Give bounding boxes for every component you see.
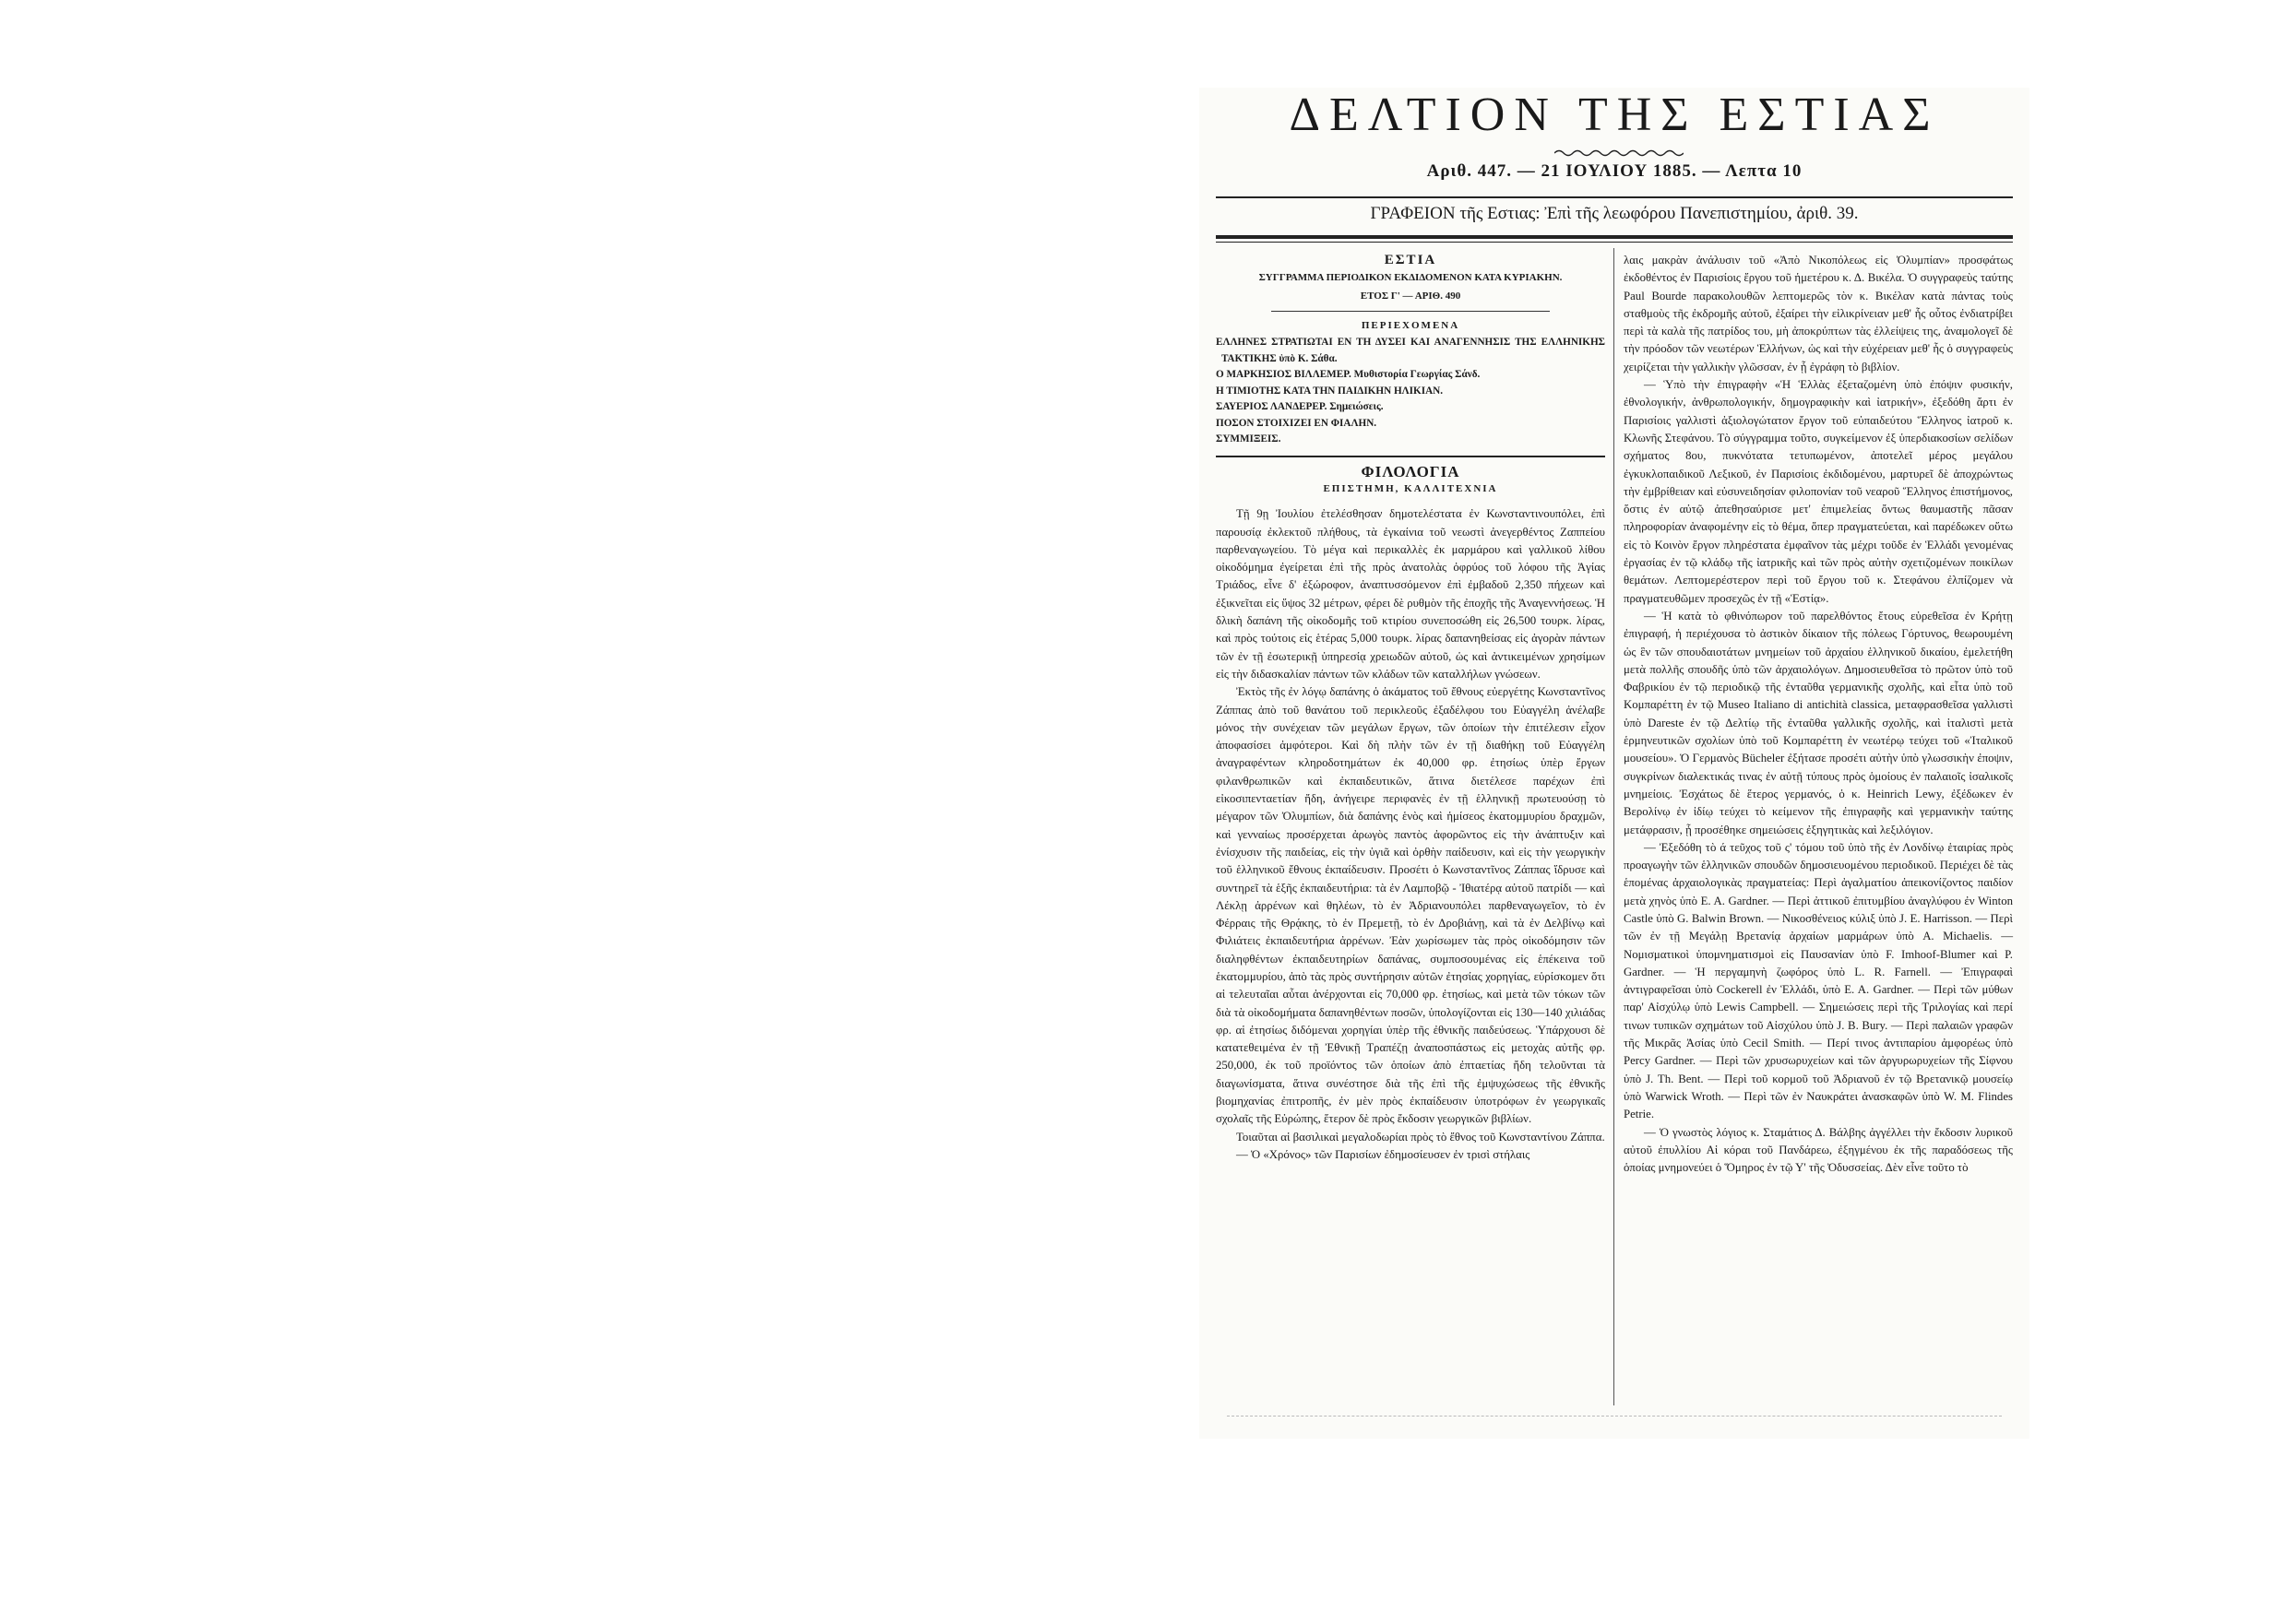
article-paragraph: Ἐκτὸς τῆς ἐν λόγῳ δαπάνης ὁ ἀκάματος τοῦ ἔθνους εὐεργέτης Κωνσταντῖνος Ζάππας ἀπὸ τοῦ θανάτου τοῦ περικλεοῦς ἐξαδέλφου του Εὐαγγέλη ἀνέλαβε μόνος τὴν συνέχειαν τῶν μεγάλων ἔργων, τῶν ὁποίων τὴν ἐπιτέλεσιν εἶχον ἀποφασίσει ἀμφότεροι. Καὶ δὴ πλὴν τῶν ἐν τῇ διαθήκῃ τοῦ Εὐαγγέλη ἀναγραφέντων κληροδοτημάτων ἐκ 40,000 φρ. ἐτησίως ὑπὲρ ἔργων φιλανθρωπικῶν καὶ ἐκπαιδευτικῶν, ἅτινα διετέλεσε παρέχων ἐπὶ εἰκοσιπενταετίαν ἤδη, ἀνήγειρε περιφανὲς ἐν τῇ ἑλληνικῇ πρωτευούσῃ τὸ μέγαρον τῶν Ὀλυμπίων, διὰ δαπάνης ἑνὸς καὶ ἡμίσεος ἑκατομμυρίου δραχμῶν, καὶ γενναίως προσέρχεται ἀρωγὸς παντὸς ἀφορῶντος εἰς τὴν ἀνάπτυξιν καὶ ἐνίσχυσιν τῆς παιδείας, εἰς τὴν ὑγιᾶ καὶ ὀρθὴν παίδευσιν, καὶ εἰς τὴν γεωργικὴν τοῦ ἑλληνικοῦ ἔθνους ἐκπαίδευσιν. Προσέτι ὁ Κωνσταντῖνος Ζάππας ἵδρυσε καὶ συντηρεῖ τὰ ἑξῆς ἐκπαιδευτήρια: τὰ ἐν Λαμποβῷ - Ἰθιατέρᾳ αὐτοῦ πατρίδι — καὶ Λέκλῃ ἀρρένων καὶ θηλέων, τὸ ἐν Ἀδριανουπόλει παρθεναγωγεῖον, τὸ ἐν Φέρραις τῆς Θρᾴκης, τὸ ἐν Πρεμετῇ, τὸ ἐν Δροβιάνῃ, καὶ τὰ ἐν Δελβίνῳ καὶ Φιλιάτεις ἐκπαιδευτήρια ἀρρένων. Ἐὰν χωρίσωμεν τὰς πρὸς οἰκοδόμησιν τῶν διαληφθέντων ἐκπαιδευτηρίων δαπάνας, συμποσουμένας εἰς ἑπέκεινα τοῦ ἑκατομμυρίου, ἀπὸ τὰς πρὸς συντήρησιν αὐτῶν ἐτησίας χορηγίας, εὑρίσκομεν ὅτι αἱ τελευταῖαι αὗται ἀνέρχονται εἰς 70,000 φρ. ἐτησίως, καὶ μετὰ τῶν τόκων τῶν διὰ τὰ οἰκοδομήματα δαπανηθέντων ποσῶν, ὑπολογίζονται εἰς 130—140 χιλιάδας φρ. αἱ ἐτησίως διδόμεναι χορηγίαι ὑπὲρ τῆς ἐθνικῆς παιδεύσεως. Ὑπάρχουσι δὲ κατατεθειμένα ἐν τῇ Ἐθνικῇ Τραπέζῃ ἀναποσπάστως εἰς μετοχὰς αὐτῆς φρ. 250,000, ἐκ τοῦ προϊόντος τῶν ὁποίων ἀπὸ ἐπταετίας ἤδη τελοῦνται τὰ διαγωνίσματα, ἅτινα συνέστησε διὰ τῆς ἐπὶ τῆς ἐμψυχώσεως τῆς ἐθνικῆς βιομηχανίας ἐπιτροπῆς, ἐν μὲν πρὸς ἐκπαίδευσιν ὑποτρόφων ἐν γεωργικαῖς σχολαῖς τῆς Εὐρώπης, ἕτερον δὲ πρὸς ἔκδοσιν γεωργικῶν βιβλίων. <box>1216 685 1605 1126</box>
contents-item: ΣΑΥΕΡΙΟΣ ΛΑΝΔΕΡΕΡ. Σημειώσεις. <box>1216 401 1384 413</box>
divider <box>1216 456 1605 457</box>
contents-heading: ΠΕΡΙΕΧΟΜΕΝΑ <box>1361 319 1460 331</box>
page-bottom-rule <box>1227 1416 2002 1418</box>
article-paragraph: — Ὁ γνωστὸς λόγιος κ. Σταμάτιος Δ. Βάλβης ἀγγέλλει τὴν ἔκδοσιν λυρικοῦ αὐτοῦ ἐπυλλίου Αἱ κόραι τοῦ Πανδάρεω, ἐξηγμένου ἐκ τῆς παραδόσεως τῆς ὁποίας μνημονεύει ὁ Ὅμηρος ἐν τῷ Υ' τῆς Ὀδυσσείας. Δὲν εἶνε τοῦτο τὸ <box>1624 1125 2013 1175</box>
divider <box>1216 196 2013 198</box>
article-paragraph: — Ὑπὸ τὴν ἐπιγραφὴν «Ἡ Ἑλλὰς ἐξεταζομένη ὑπὸ ἐπόψιν φυσικήν, ἐθνολογικήν, ἀνθρωπολογικήν, δημογραφικὴν καὶ ἰατρικήν», ἐξεδόθη ἄρτι ἐν Παρισίοις γαλλιστὶ ἀξιολογώτατον ἔργον τοῦ εὐπαιδεύτου Ἕλληνος ἰατροῦ κ. Κλωνῆς Στεφάνου. Τὸ σύγγραμμα τοῦτο, συγκείμενον ἐξ ὑπερδιακοσίων σελίδων σχήματος 8ου, πυκνότατα τετυπωμένον, ἀποτελεῖ μέρος μεγάλου ἐγκυκλοπαιδικοῦ Λεξικοῦ, ἐν Παρισίοις ἐκδιδομένου, μαρτυρεῖ δὲ ἀποχρώντως τὴν ἐμβρίθειαν καὶ εὐσυνειδησίαν φιλοπονίαν τοῦ νεαροῦ Ἕλληνος ἐπιστήμονος, ὅστις ἐν αὐτῷ ἀπεθησαύρισε μετ' ἐπιμελείας ὄντως θαυμαστῆς πᾶσαν πληροφορίαν ἀναφομένην εἰς τὸ θέμα, ὅπερ πραγματεύεται, καὶ παρέδωκεν οὕτω εἰς τὸ Κοινὸν ἔργον πληρέστατα ἐμφαῖνον τὰς μέχρι τοῦδε ἐν Ἑλλάδι γενομένας ἐργασίας ἐν τῷ κλάδῳ τῆς ἰατρικῆς καὶ τῶν πρὸς αὐτὴν σχετιζομένων ποικίλων θεμάτων. Λεπτομερέστερον περὶ τοῦ ἔργου τοῦ κ. Στεφάνου ἐλπίζομεν νὰ πραγματευθῶμεν προσεχῶς ἐν τῇ «Ἑστίᾳ». <box>1624 378 2013 605</box>
contents-item: Ο ΜΑΡΚΗΣΙΟΣ ΒΙΛΛΕΜΕΡ. Μυθιστορία Γεωργίας Σάνδ. <box>1216 369 1481 381</box>
article-paragraph: Τοιαῦται αἱ βασιλικαὶ μεγαλοδωρίαι πρὸς τὸ ἔθνος τοῦ Κωνσταντίνου Ζάππα. <box>1236 1130 1605 1144</box>
article-paragraph: — Ἐξεδόθη τὸ ά τεῦχος τοῦ ς' τόμου τοῦ ὑπὸ τῆς ἐν Λονδίνῳ ἑταιρίας πρὸς προαγωγὴν τῶν ἑλληνικῶν σπουδῶν δημοσιευομένου περιοδικοῦ. Περιέχει δὲ τὰς ἑπομένας ἀρχαιολογικὰς πραγματείας: Περὶ ἀγαλματίου ἀπεικονίζοντος παιδίον μετὰ χηνὸς ὑπὸ E. A. Gardner. — Περὶ ἀττικοῦ ἐπιτυμβίου ἀναγλύφου ἐν Winton Castle ὑπὸ G. Balwin Brown. — Νικοσθένειος κύλιξ ὑπὸ J. E. Harrisson. — Περὶ τῶν ἐν τῇ Μεγάλῃ Βρετανίᾳ ἀρχαίων μαρμάρων ὑπὸ A. Michaelis. — Νομισματικοὶ ὑπομνηματισμοὶ εἰς Παυσανίαν ὑπὸ F. Imhoof-Blumer καὶ P. Gardner. — Ἡ περγαμηνὴ ζωφόρος ὑπὸ L. R. Farnell. — Ἐπιγραφαὶ ἀντιγραφεῖσαι ὑπὸ Cockerell ἐν Ἑλλάδι, ὑπὸ E. A. Gardner. — Περὶ τῶν μύθων παρ' Αἰσχύλῳ ὑπὸ Lewis Campbell. — Σημειώσεις περὶ τῆς Τριλογίας καὶ περί τινων τυπικῶν σχημάτων τοῦ Αἰσχύλου ὑπὸ J. B. Bury. — Περὶ παλαιῶν γραφῶν τῆς Μικρᾶς Ἀσίας ὑπὸ Cecil Smith. — Περί τινος ἀντιπαρίου ἀμφορέως ὑπὸ Percy Gardner. — Περὶ τῶν χρυσωρυχείων καὶ τῶν ἀργυρωρυχείων τῆς Σίφνου ὑπὸ J. Th. Bent. — Περὶ τοῦ κορμοῦ τοῦ Ἀδριανοῦ ἐν τῷ Βρετανικῷ μουσείῳ ὑπὸ Warwick Wroth. — Περὶ τῶν ἐν Ναυκράτει ἀνασκαφῶν ὑπὸ W. M. Flindes Petrie. <box>1624 840 2013 1121</box>
divider <box>1216 235 2013 239</box>
contents-item: Η ΤΙΜΙΟΤΗΣ ΚΑΤΑ ΤΗΝ ΠΑΙΔΙΚΗΝ ΗΛΙΚΙΑΝ. <box>1216 385 1444 397</box>
divider <box>1216 242 2013 243</box>
article-paragraph: λαις μακρὰν ἀνάλυσιν τοῦ «Ἀπὸ Νικοπόλεως εἰς Ὀλυμπίαν» προσφάτως ἐκδοθέντος ἐν Παρισίοις ἔργου τοῦ ἡμετέρου κ. Δ. Βικέλα. Ὁ συγγραφεὺς ταύτης Paul Bourde παρακολουθῶν λεπτομερῶς τὸν κ. Βικέλαν κατὰ πάντας τοὺς σταθμοὺς τῆς ἐκδρομῆς αὐτοῦ, ἐξαίρει τὴν εἰλικρίνειαν μεθ' ἧς οὗτος ἐνδιατρίβει περὶ τὰ καλὰ τῆς πατρίδος του, μὴ ἀποκρύπτων τὰς ἐλλείψεις της, ἀναμολογεῖ δὲ τὴν πρόοδον τῶν νεωτέρων Ἑλλήνων, ὡς καὶ τὴν εὐχέρειαν μεθ' ἧς ὁ συγγραφεὺς χειρίζεται τὴν γαλλικὴν γλῶσσαν, ἐν ᾗ ἐγράφη τὸ βιβλίον. <box>1624 254 2013 373</box>
contents-item: ΣΥΜΜΙΞΕΙΣ. <box>1216 433 1281 445</box>
contents-item: ΕΛΛΗΝΕΣ ΣΤΡΑΤΙΩΤΑΙ ΕΝ ΤΗ ΔΥΣΕΙ ΚΑΙ ΑΝΑΓΕΝΝΗΣΙΣ ΤΗΣ ΕΛΛΗΝΙΚΗΣ ΤΑΚΤΙΚΗΣ ὑπὸ Κ. Σάθα. <box>1216 337 1605 364</box>
contents-item: ΠΟΣΟΝ ΣΤΟΙΧΙΖΕΙ ΕΝ ΦΙΑΛΗΝ. <box>1216 417 1377 429</box>
estia-title: ΕΣΤΙΑ <box>1384 253 1437 267</box>
estia-year-issue: ΕΤΟΣ Γ' — ΑΡΙΘ. 490 <box>1360 290 1461 302</box>
section-heading: ΦΙΛΟΛΟΓΙΑ <box>1361 462 1460 480</box>
masthead-ornament <box>1554 148 1684 158</box>
divider <box>1271 311 1550 312</box>
article-paragraph: — Ἡ κατὰ τὸ φθινόπωρον τοῦ παρελθόντος ἔτους εὑρεθεῖσα ἐν Κρήτῃ ἐπιγραφή, ἡ περιέχουσα τὸ ἀστικὸν δίκαιον τῆς πόλεως Γόρτυνος, θεωρουμένη ὡς ἓν τῶν σπουδαιοτάτων μνημείων τοῦ ἀρχαίου ἑλληνικοῦ δικαίου, ἐμελετήθη μετὰ πολλῆς σπουδῆς ὑπὸ τῶν ἀρχαιολόγων. Δημοσιευθεῖσα τὸ πρῶτον ὑπὸ τοῦ Φαβρικίου ἐν τῷ περιοδικῷ τῆς ἐνταῦθα γερμανικῆς σχολῆς, καὶ εἶτα ὑπὸ τοῦ Κομπαρέττη ἐν τῷ Museo Italiano di antichità classica, μεταφρασθεῖσα γαλλιστὶ ὑπὸ Dareste ἐν τῷ Δελτίῳ τῆς ἐνταῦθα γαλλικῆς σχολῆς, καὶ ἰταλιστὶ μετὰ ἑρμηνευτικῶν σχολίων ὑπὸ τοῦ Κομπαρέττη ἐν νεωτέρῳ τεύχει τοῦ «Ἰταλικοῦ μουσείου». Ὁ Γερμανὸς Bücheler ἐξήτασε προσέτι αὐτὴν ὑπὸ γλωσσικὴν ἐποψιν, συγκρίνων διαλεκτικάς τινας ἐν αὐτῇ τύπους πρὸς ὁμοίους ἐν παλαιοῖς ἰσαλικοῖς μνημείοις. Ἐσχάτως δὲ ἕτερος γερμανός, ὁ κ. Heinrich Lewy, ἐξέδωκεν ἐν Βερολίνῳ ἐν ἰδίῳ τεύχει τὸ κείμενον τῆς ἐπιγραφῆς καὶ γερμανικὴν ταύτης μετάφρασιν, ᾗ προσέθηκε σημειώσεις ἐξηγητικὰς καὶ λεξιλόγιον. <box>1624 609 2013 836</box>
article-paragraph: — Ὁ «Χρόνος» τῶν Παρισίων ἐδημοσίευσεν ἐν τρισὶ στήλαις <box>1236 1147 1530 1161</box>
estia-subtitle: ΣΥΓΓΡΑΜΜΑ ΠΕΡΙΟΔΙΚΟΝ ΕΚΔΙΔΟΜΕΝΟΝ ΚΑΤΑ ΚΥΡΙΑΚΗΝ. <box>1258 272 1563 284</box>
article-paragraph: Τῇ 9ῃ Ἰουλίου ἐτελέσθησαν δημοτελέστατα ἐν Κωνσταντινουπόλει, ἐπὶ παρουσίᾳ ἐκλεκτοῦ πλήθους, τὰ ἐγκαίνια τοῦ νεωστὶ ἀνεγερθέντος Ζαππείου παρθεναγωγείου. Τὸ μέγα καὶ περικαλλὲς ἐκ μαρμάρου καὶ γαλλικοῦ λίθου οἰκοδόμημα ἐγείρεται ἐπὶ τῆς πρὸς ἀνατολὰς ὀφρύος τοῦ λόφου τῆς Ἁγίας Τριάδος, εἶνε δ' ἐξώροφον, ἀναπτυσσόμενον ἐπὶ ἐμβαδοῦ 2,350 πήχεων καὶ ἐξικνεῖται εἰς ὕψος 32 μέτρων, φέρει δὲ ρυθμὸν τῆς ἐποχῆς τῆς Ἀναγεννήσεως. Ἡ δλικὴ δαπάνη τῆς οἰκοδομῆς τοῦ κτιρίου συνεποσώθη εἰς 26,500 τουρκ. λίρας, καὶ πρὸς τούτοις εἰς ἑτέρας 5,000 τουρκ. λίρας δαπανηθείσας εἰς ἀγορὰν πάντων τῶν ἐν τῇ ἐσωτερικῇ ὑπηρεσίᾳ χρειωδῶν αὐτοῦ, ὡς καὶ ἀντικειμένων χρησίμων εἰς τὴν διδασκαλίαν πάντων τῶν κλάδων τῶν καταλλήλων γνώσεων. <box>1216 507 1605 681</box>
column-divider <box>1613 248 1614 1405</box>
newspaper-page <box>1199 88 2029 1439</box>
left-column <box>1216 252 1605 1164</box>
office-address: ΓΡΑΦΕΙΟΝ τῆς Εστιας: Ἐπὶ τῆς λεωφόρου Πανεπιστημίου, ἀριθ. 39. <box>1370 204 1859 223</box>
issue-line: Αριθ. 447. — 21 ΙΟΥΛΙΟΥ 1885. — Λεπτα 10 <box>1426 161 1803 181</box>
section-subheading: ΕΠΙΣΤΗΜΗ, ΚΑΛΛΙΤΕΧΝΙΑ <box>1323 482 1498 494</box>
right-column <box>1624 252 2013 1177</box>
contents-list <box>1216 335 1605 448</box>
masthead-title: ΔΕΛΤΙΟΝ ΤΗΣ ΕΣΤΙΑΣ <box>1289 89 1940 141</box>
